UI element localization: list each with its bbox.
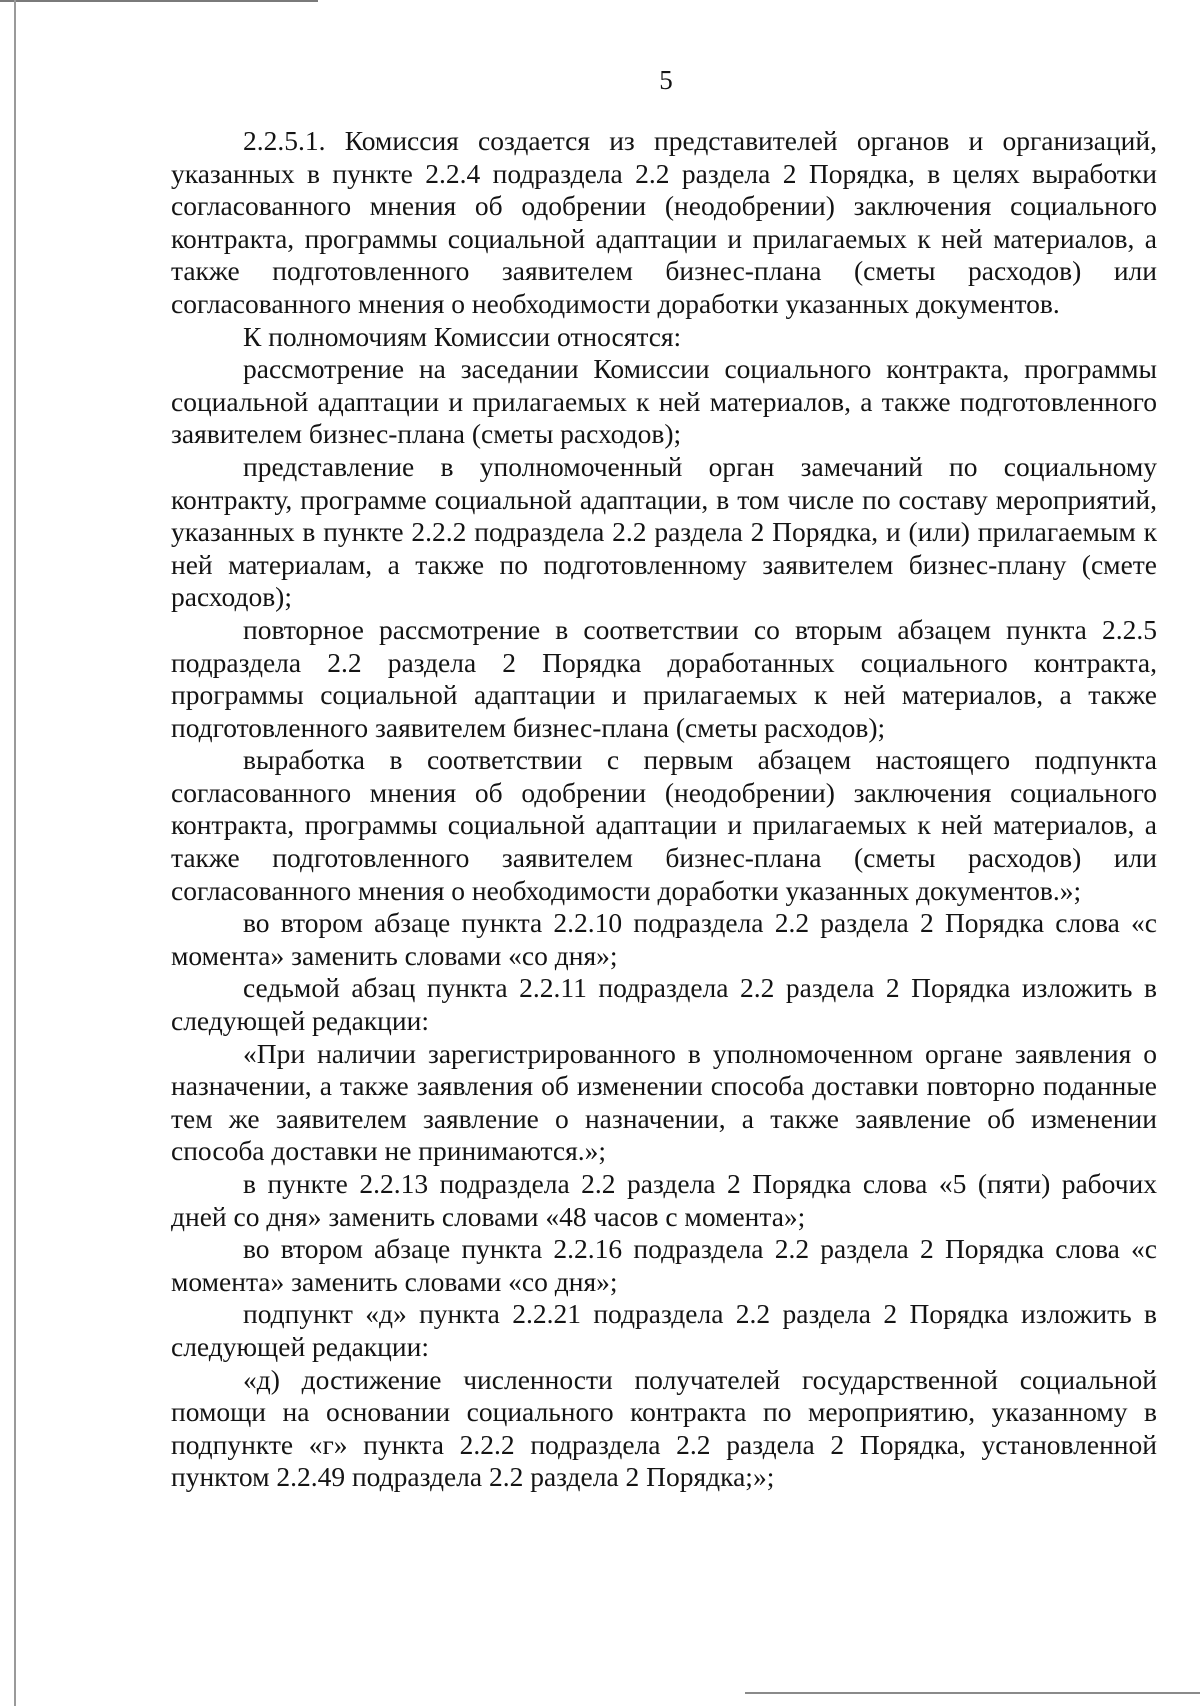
page-number: 5 xyxy=(659,65,673,95)
scan-border-bottom xyxy=(745,1692,1200,1694)
paragraph-amendment-2-2-11-text: «При наличии зарегистрированного в уполномоченном органе заявления о назначении, а также заявления об изменении способа доставки повторно поданные тем же заявителем заявление о назначении, а также заявление об изменении способа доставки не принимаются.»; xyxy=(171,1037,1157,1167)
document-body xyxy=(171,125,1157,1494)
paragraph-commission-creation: 2.2.5.1. Комиссия создается из представителей органов и организаций, указанных в пункте 2.2.4 подраздела 2.2 раздела 2 Порядка, в целях выработки согласованного мнения об одобрении (неодобрении) заключения социального контракта, программы социальной адаптации и прилагаемых к ней материалов, а также подготовленного заявителем бизнес-плана (сметы расходов) или согласованного мнения о необходимости доработки указанных документов. xyxy=(171,125,1157,319)
paragraph-amendment-2-2-11: седьмой абзац пункта 2.2.11 подраздела 2.2 раздела 2 Порядка изложить в следующей редакции: xyxy=(171,972,1157,1037)
paragraph-amendment-2-2-21-text: «д) достижение численности получателей государственной социальной помощи на основании социального контракта по мероприятию, указанному в подпункте «г» пункта 2.2.2 подраздела 2.2 раздела 2 Порядка, установленной пунктом 2.2.49 подраздела 2.2 раздела 2 Порядка;»; xyxy=(171,1363,1157,1493)
paragraph-power-re-review: повторное рассмотрение в соответствии со вторым абзацем пункта 2.2.5 подраздела 2.2 раздела 2 Порядка доработанных социального контракта, программы социальной адаптации и прилагаемых к ней материалов, а также подготовленного заявителем бизнес-плана (сметы расходов); xyxy=(171,613,1157,743)
scan-border-top xyxy=(0,0,318,2)
paragraph-amendment-2-2-13: в пункте 2.2.13 подраздела 2.2 раздела 2 Порядка слова «5 (пяти) рабочих дней со дня» заменить словами «48 часов с момента»; xyxy=(171,1168,1157,1232)
paragraph-commission-powers-intro: К полномочиям Комиссии относятся: xyxy=(243,320,682,352)
paragraph-power-opinion: выработка в соответствии с первым абзацем настоящего подпункта согласованного мнения об одобрении (неодобрении) заключения социального контракта, программы социальной адаптации и прилагаемых к ней материалов, а также подготовленного заявителем бизнес-плана (сметы расходов) или согласованного мнения о необходимости доработки указанных документов.»; xyxy=(171,744,1157,906)
scan-border-left xyxy=(14,0,16,1706)
paragraph-amendment-2-2-10: во втором абзаце пункта 2.2.10 подраздела 2.2 раздела 2 Порядка слова «с момента» заменить словами «со дня»; xyxy=(171,907,1157,971)
paragraph-power-review: рассмотрение на заседании Комиссии социального контракта, программы социальной адаптации и прилагаемых к ней материалов, а также подготовленного заявителем бизнес-плана (сметы расходов); xyxy=(171,353,1157,450)
paragraph-power-remarks: представление в уполномоченный орган замечаний по социальному контракту, программе социальной адаптации, в том числе по составу мероприятий, указанных в пункте 2.2.2 подраздела 2.2 раздела 2 Порядка, и (или) прилагаемым к ней материалам, а также по подготовленному заявителем бизнес-плану (смете расходов); xyxy=(171,450,1157,613)
paragraph-amendment-2-2-16: во втором абзаце пункта 2.2.16 подраздела 2.2 раздела 2 Порядка слова «с момента» заменить словами «со дня»; xyxy=(171,1233,1157,1297)
paragraph-amendment-2-2-21: подпункт «д» пункта 2.2.21 подраздела 2.2 раздела 2 Порядка изложить в следующей редакции: xyxy=(171,1298,1157,1362)
